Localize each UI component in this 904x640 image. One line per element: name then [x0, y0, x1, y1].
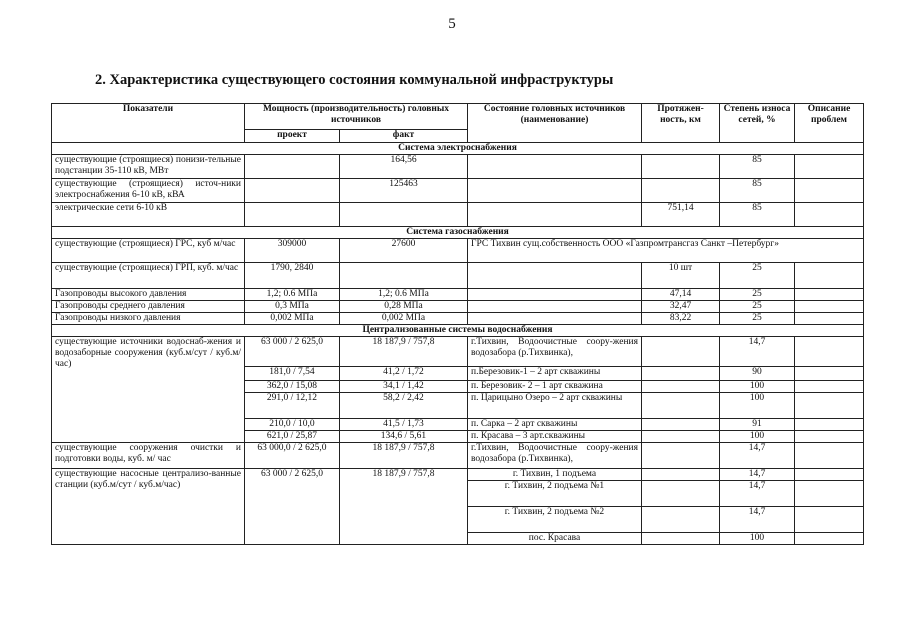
table-row: электрические сети 6-10 кВ 751,14 85 — [52, 203, 864, 227]
section-water: Централизованные системы водоснабжения — [52, 325, 864, 337]
table-row: 621,0 / 25,87 134,6 / 5,61 п. Красава – 3 арт.скважины 100 — [52, 431, 864, 443]
header-fact: факт — [340, 130, 468, 143]
header-indicators: Показатели — [52, 104, 245, 143]
table-row: существующие сооружения очистки и подготовки воды, куб. м/ час 63 000,0 / 2 625,0 18 187,9 / 757,8 г.Тихвин, Водоочистные соору-жения водозабора (р.Тихвинка), 14,7 — [52, 443, 864, 469]
header-length: Протяжен-ность, км — [642, 104, 720, 143]
table-row: существующие (строящиеся) источ-ники электроснабжения 6-10 кВ, кВА 125463 85 — [52, 179, 864, 203]
section-electro: Система электроснабжения — [52, 143, 864, 155]
table-row: Газопроводы высокого давления 1,2; 0.6 МПа 1,2; 0.6 МПа 47,14 25 — [52, 289, 864, 301]
table-row: существующие (строящиеся) ГРП, куб. м/час 1790, 2840 10 шт 25 — [52, 263, 864, 289]
table-row: 362,0 / 15,08 34,1 / 1,42 п. Березовик- 2 – 1 арт скважина 100 — [52, 381, 864, 393]
table-row: существующие (строящиеся) понизи-тельные подстанции 35-110 кВ, МВт 164,56 85 — [52, 155, 864, 179]
table-row: 181,0 / 7,54 41,2 / 1,72 п.Березовик-1 – 2 арт скважины 90 — [52, 367, 864, 381]
document-title: 2. Характеристика существующего состояния коммунальной инфраструктуры — [95, 72, 614, 88]
header-project: проект — [245, 130, 340, 143]
infrastructure-table — [51, 103, 864, 545]
table-row: Газопроводы низкого давления 0,002 МПа 0,002 МПа 83,22 25 — [52, 313, 864, 325]
table-row: существующие (строящиеся) ГРС, куб м/час 309000 27600 ГРС Тихвин сущ.собственность ООО «Газпромтрансгаз Санкт –Петербург» — [52, 239, 864, 263]
header-capacity: Мощность (производительность) головных источников — [245, 104, 468, 130]
table-row: г. Тихвин, 2 подъема №1 14,7 — [52, 481, 864, 507]
table-row: г. Тихвин, 2 подъема №2 14,7 — [52, 507, 864, 533]
header-wear: Степень износа сетей, % — [720, 104, 795, 143]
table-row: существующие насосные централизо-ванные станции (куб.м/сут / куб.м/час) 63 000 / 2 625,0 18 187,9 / 757,8 г. Тихвин, 1 подъема 14,7 — [52, 469, 864, 481]
table-row: Газопроводы среднего давления 0,3 МПа 0,28 МПа 32,47 25 — [52, 301, 864, 313]
header-state: Состояние головных источников (наименование) — [468, 104, 642, 143]
table-row: существующие источники водоснаб-жения и водозаборные сооружения (куб.м/сут / куб.м/час) 63 000 / 2 625,0 18 187,9 / 757,8 г.Тихвин, Водоочистные соору-жения водозабора (р.Тихвинка), 14,7 — [52, 337, 864, 367]
table-row: пос. Красава 100 — [52, 533, 864, 545]
table-row: 291,0 / 12,12 58,2 / 2,42 п. Царицыно Озеро – 2 арт скважины 100 — [52, 393, 864, 419]
page-number: 5 — [448, 16, 456, 32]
section-gas: Система газоснабжения — [52, 227, 864, 239]
table-row: 210,0 / 10,0 41,5 / 1,73 п. Сарка – 2 арт скважины 91 — [52, 419, 864, 431]
header-problems: Описание проблем — [795, 104, 864, 143]
